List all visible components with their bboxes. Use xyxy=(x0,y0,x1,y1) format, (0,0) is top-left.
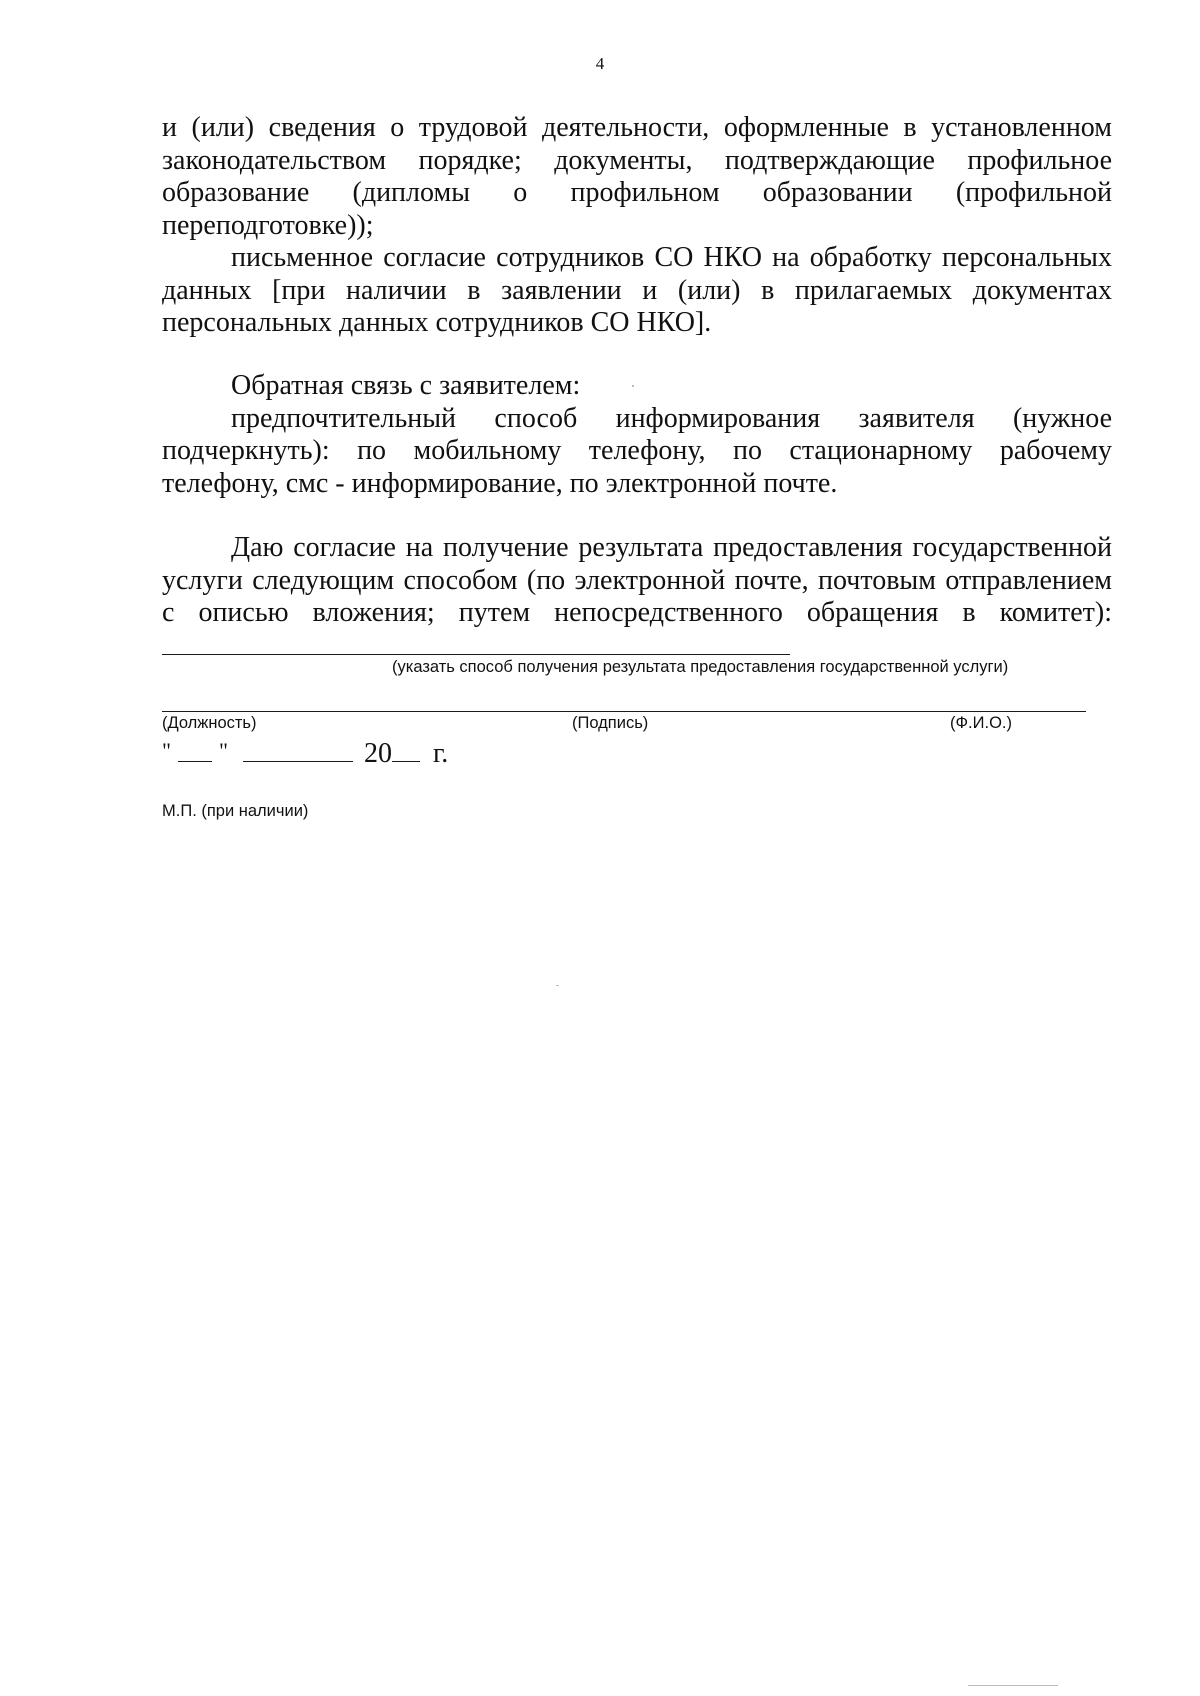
year-suffix: г. xyxy=(432,738,449,769)
documents-list-section xyxy=(162,112,1112,340)
name-label: (Ф.И.О.) xyxy=(950,714,1012,732)
date-quote-open: " xyxy=(162,738,171,763)
signature-line[interactable] xyxy=(162,711,1086,712)
signature-label: (Подпись) xyxy=(572,714,649,732)
scan-edge-mark xyxy=(968,1685,1058,1686)
employment-info-paragraph: и (или) сведения о трудовой деятельности, оформленные в установленном законодательством порядке; документы, подтверждающие профильное образование (дипломы о профильном образовании (профильной переподготовке)); xyxy=(162,112,1112,241)
year-prefix: 20 xyxy=(363,738,392,769)
feedback-section xyxy=(162,370,1112,500)
scan-speck xyxy=(556,985,559,986)
date-line xyxy=(162,738,448,770)
method-entry-line[interactable] xyxy=(162,654,790,655)
month-blank[interactable] xyxy=(243,739,353,762)
day-blank[interactable] xyxy=(178,739,212,762)
result-consent-paragraph: Даю согласие на получение результата предоставления государственной услуги следующим способом (по электронной почте, почтовым отправлением с описью вложения; путем непосредственного обращения в комитет): xyxy=(162,532,1112,628)
date-quote-close: " xyxy=(218,738,228,763)
scan-speck xyxy=(632,385,634,387)
method-caption: (указать способ получения результата предоставления государственной услуги) xyxy=(392,658,1009,676)
year-blank[interactable] xyxy=(392,739,420,762)
feedback-heading: Обратная связь с заявителем: xyxy=(231,370,581,401)
position-label: (Должность) xyxy=(162,714,257,732)
stamp-label: М.П. (при наличии) xyxy=(162,802,309,820)
page-number: 4 xyxy=(595,54,605,73)
consent-personal-data-paragraph: письменное согласие сотрудников СО НКО на обработку персональных данных [при наличии в заявлении и (или) в прилагаемых документах персональных данных сотрудников СО НКО]. xyxy=(162,242,1112,338)
result-consent-section xyxy=(162,532,1112,630)
notification-method-paragraph: предпочтительный способ информирования заявителя (нужное подчеркнуть): по мобильному телефону, по стационарному рабочему телефону, смс - информирование, по электронной почте. xyxy=(162,402,1112,499)
